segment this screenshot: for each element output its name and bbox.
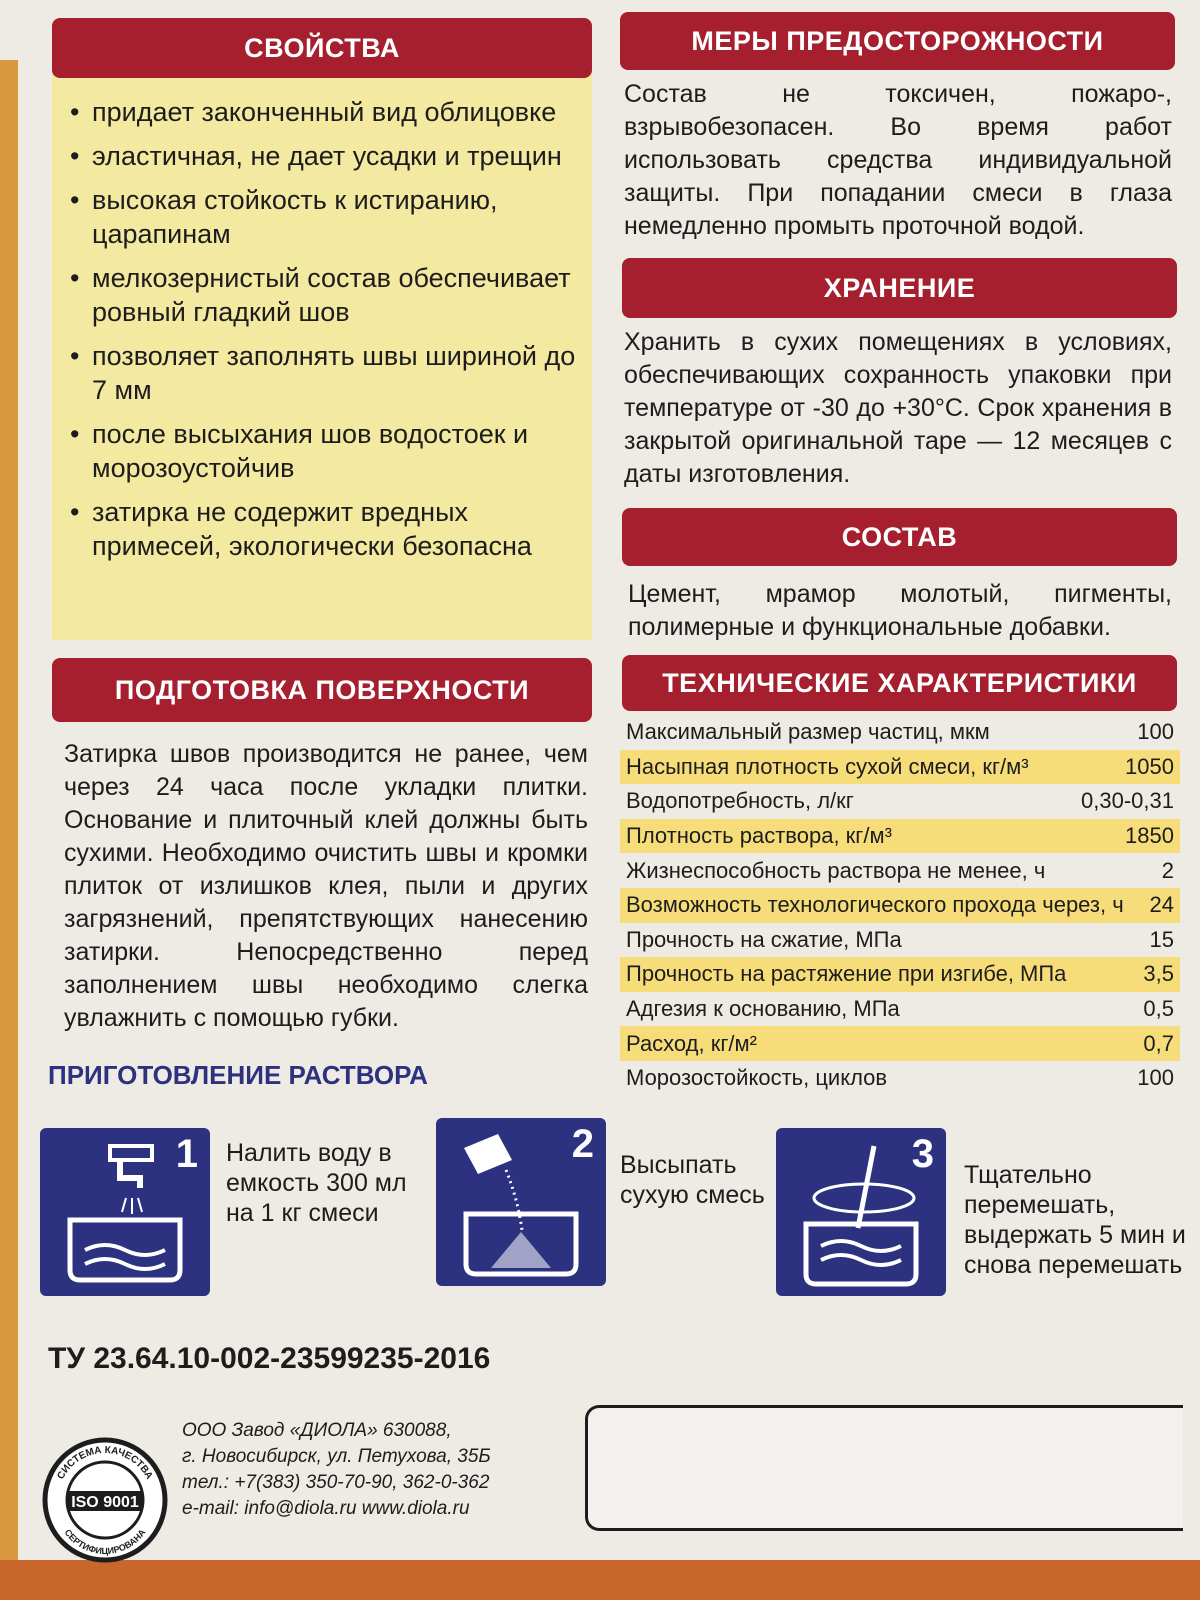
table-row: [620, 853, 1180, 888]
production-date-box: [585, 1405, 1183, 1531]
spec-value: 1850: [1125, 823, 1174, 849]
package-edge-bottom: [0, 1560, 1200, 1600]
spec-value: 0,7: [1143, 1030, 1174, 1056]
precautions-text: Состав не токсичен, пожаро-, взрывобезопасен. Во время работ использовать средства индивидуальной защиты. При попадании смеси в глаза немедленно промыть проточной водой.: [624, 80, 1172, 240]
list-item: • после высыхания шов водостоек и морозоустойчив: [70, 417, 590, 485]
step-3-box: [776, 1128, 946, 1296]
spec-value: 24: [1149, 892, 1174, 918]
preparation-title: ПРИГОТОВЛЕНИЕ РАСТВОРА: [48, 1060, 428, 1090]
spec-label: Водопотребность, л/кг: [626, 788, 854, 814]
table-row: [620, 819, 1180, 854]
company-contacts: e-mail: info@diola.ru www.diola.ru: [182, 1498, 470, 1519]
precautions-header: МЕРЫ ПРЕДОСТОРОЖНОСТИ: [620, 12, 1175, 70]
spec-label: Прочность на сжатие, МПа: [626, 926, 902, 952]
step-number: 3: [911, 1132, 934, 1176]
table-row: [620, 1026, 1180, 1061]
step-1-text: Налить воду в емкость 300 мл на 1 кг смеси: [226, 1139, 407, 1227]
spec-label: Максимальный размер частиц, мкм: [626, 719, 990, 745]
seal-center-text: ISO 9001: [71, 1494, 139, 1511]
spec-value: 0,5: [1143, 996, 1174, 1022]
spec-label: Возможность технологического прохода через, ч: [626, 892, 1124, 918]
composition-text: Цемент, мрамор молотый, пигменты, полимерные и функциональные добавки.: [628, 580, 1172, 641]
table-row: [620, 784, 1180, 819]
table-row: [620, 715, 1180, 750]
composition-header: СОСТАВ: [622, 508, 1177, 566]
spec-label: Морозостойкость, циклов: [626, 1065, 888, 1091]
table-row: [620, 888, 1180, 923]
step-2-text: Высыпать сухую смесь: [620, 1151, 765, 1209]
spec-value: 0,30-0,31: [1081, 788, 1174, 814]
storage-header: ХРАНЕНИЕ: [622, 258, 1177, 318]
list-item: • придает законченный вид облицовке: [70, 95, 590, 129]
step-3-text: Тщательно перемешать, выдержать 5 мин и снова перемешать: [964, 1161, 1186, 1279]
list-item: • мелкозернистый состав обеспечивает ровный гладкий шов: [70, 261, 590, 329]
list-item: • затирка не содержит вредных примесей, экологически безопасна: [70, 495, 590, 563]
table-row: [620, 1061, 1180, 1096]
table-row: [620, 992, 1180, 1027]
spec-value: 100: [1137, 719, 1174, 745]
company-phone: тел.: +7(383) 350-70-90, 362-0-362: [182, 1472, 490, 1493]
spec-label: Плотность раствора, кг/м³: [626, 823, 892, 849]
seal-bottom-text: СЕРТИФИЦИРОВАНА: [62, 1527, 148, 1556]
company-address: г. Новосибирск, ул. Петухова, 35Б: [182, 1446, 491, 1467]
storage-text: Хранить в сухих помещениях в условиях, обеспечивающих сохранность упаковки при температуре от -30 до +30°С. Срок хранения в закрытой оригинальной таре — 12 месяцев с даты изготовления.: [624, 328, 1172, 488]
spec-label: Насыпная плотность сухой смеси, кг/м³: [626, 753, 1029, 779]
surface-prep-text: Затирка швов производится не ранее, чем через 24 часа после укладки плитки. Основание и плиточный клей должны быть сухими. Необходимо очистить швы и кромки плиток от излишков клея, пыли и других загрязнений, препятствующих нанесению затирки. Непосредственно перед заполнением швы необходимо слегка увлажнить с помощью губки.: [64, 740, 588, 1032]
spec-label: Жизнеспособность раствора не менее, ч: [626, 857, 1046, 883]
surface-prep-header: ПОДГОТОВКА ПОВЕРХНОСТИ: [52, 658, 592, 722]
tu-code: ТУ 23.64.10-002-23599235-2016: [48, 1342, 491, 1375]
step-number: 1: [175, 1132, 198, 1176]
spec-value: 2: [1161, 857, 1174, 883]
iso-9001-seal: [40, 1435, 170, 1565]
spec-value: 15: [1149, 926, 1174, 952]
spec-value: 1050: [1125, 753, 1174, 779]
pour-powder-icon: [436, 1118, 606, 1286]
spec-value: 100: [1137, 1065, 1174, 1091]
company-name: ООО Завод «ДИОЛА» 630088,: [182, 1420, 452, 1441]
spec-label: Прочность на растяжение при изгибе, МПа: [626, 961, 1067, 987]
faucet-icon: [40, 1128, 210, 1296]
step-number: 2: [571, 1122, 594, 1166]
properties-list: [70, 95, 590, 573]
package-edge-left: [0, 60, 18, 1560]
step-2-box: [436, 1118, 606, 1286]
list-item: • высокая стойкость к истиранию, царапинам: [70, 183, 590, 251]
spec-value: 3,5: [1143, 961, 1174, 987]
spec-label: Адгезия к основанию, МПа: [626, 996, 900, 1022]
list-item: • эластичная, не дает усадки и трещин: [70, 139, 590, 173]
company-info: [182, 1418, 491, 1522]
table-row: [620, 750, 1180, 785]
stir-icon: [776, 1128, 946, 1296]
table-row: [620, 957, 1180, 992]
spec-label: Расход, кг/м²: [626, 1030, 757, 1056]
properties-header: СВОЙСТВА: [52, 18, 592, 78]
list-item: • позволяет заполнять швы шириной до 7 мм: [70, 339, 590, 407]
specs-table: [620, 715, 1180, 1096]
specs-header: ТЕХНИЧЕСКИЕ ХАРАКТЕРИСТИКИ: [622, 655, 1177, 711]
step-1-box: [40, 1128, 210, 1296]
table-row: [620, 923, 1180, 958]
seal-top-text: СИСТЕМА КАЧЕСТВА: [55, 1444, 155, 1482]
